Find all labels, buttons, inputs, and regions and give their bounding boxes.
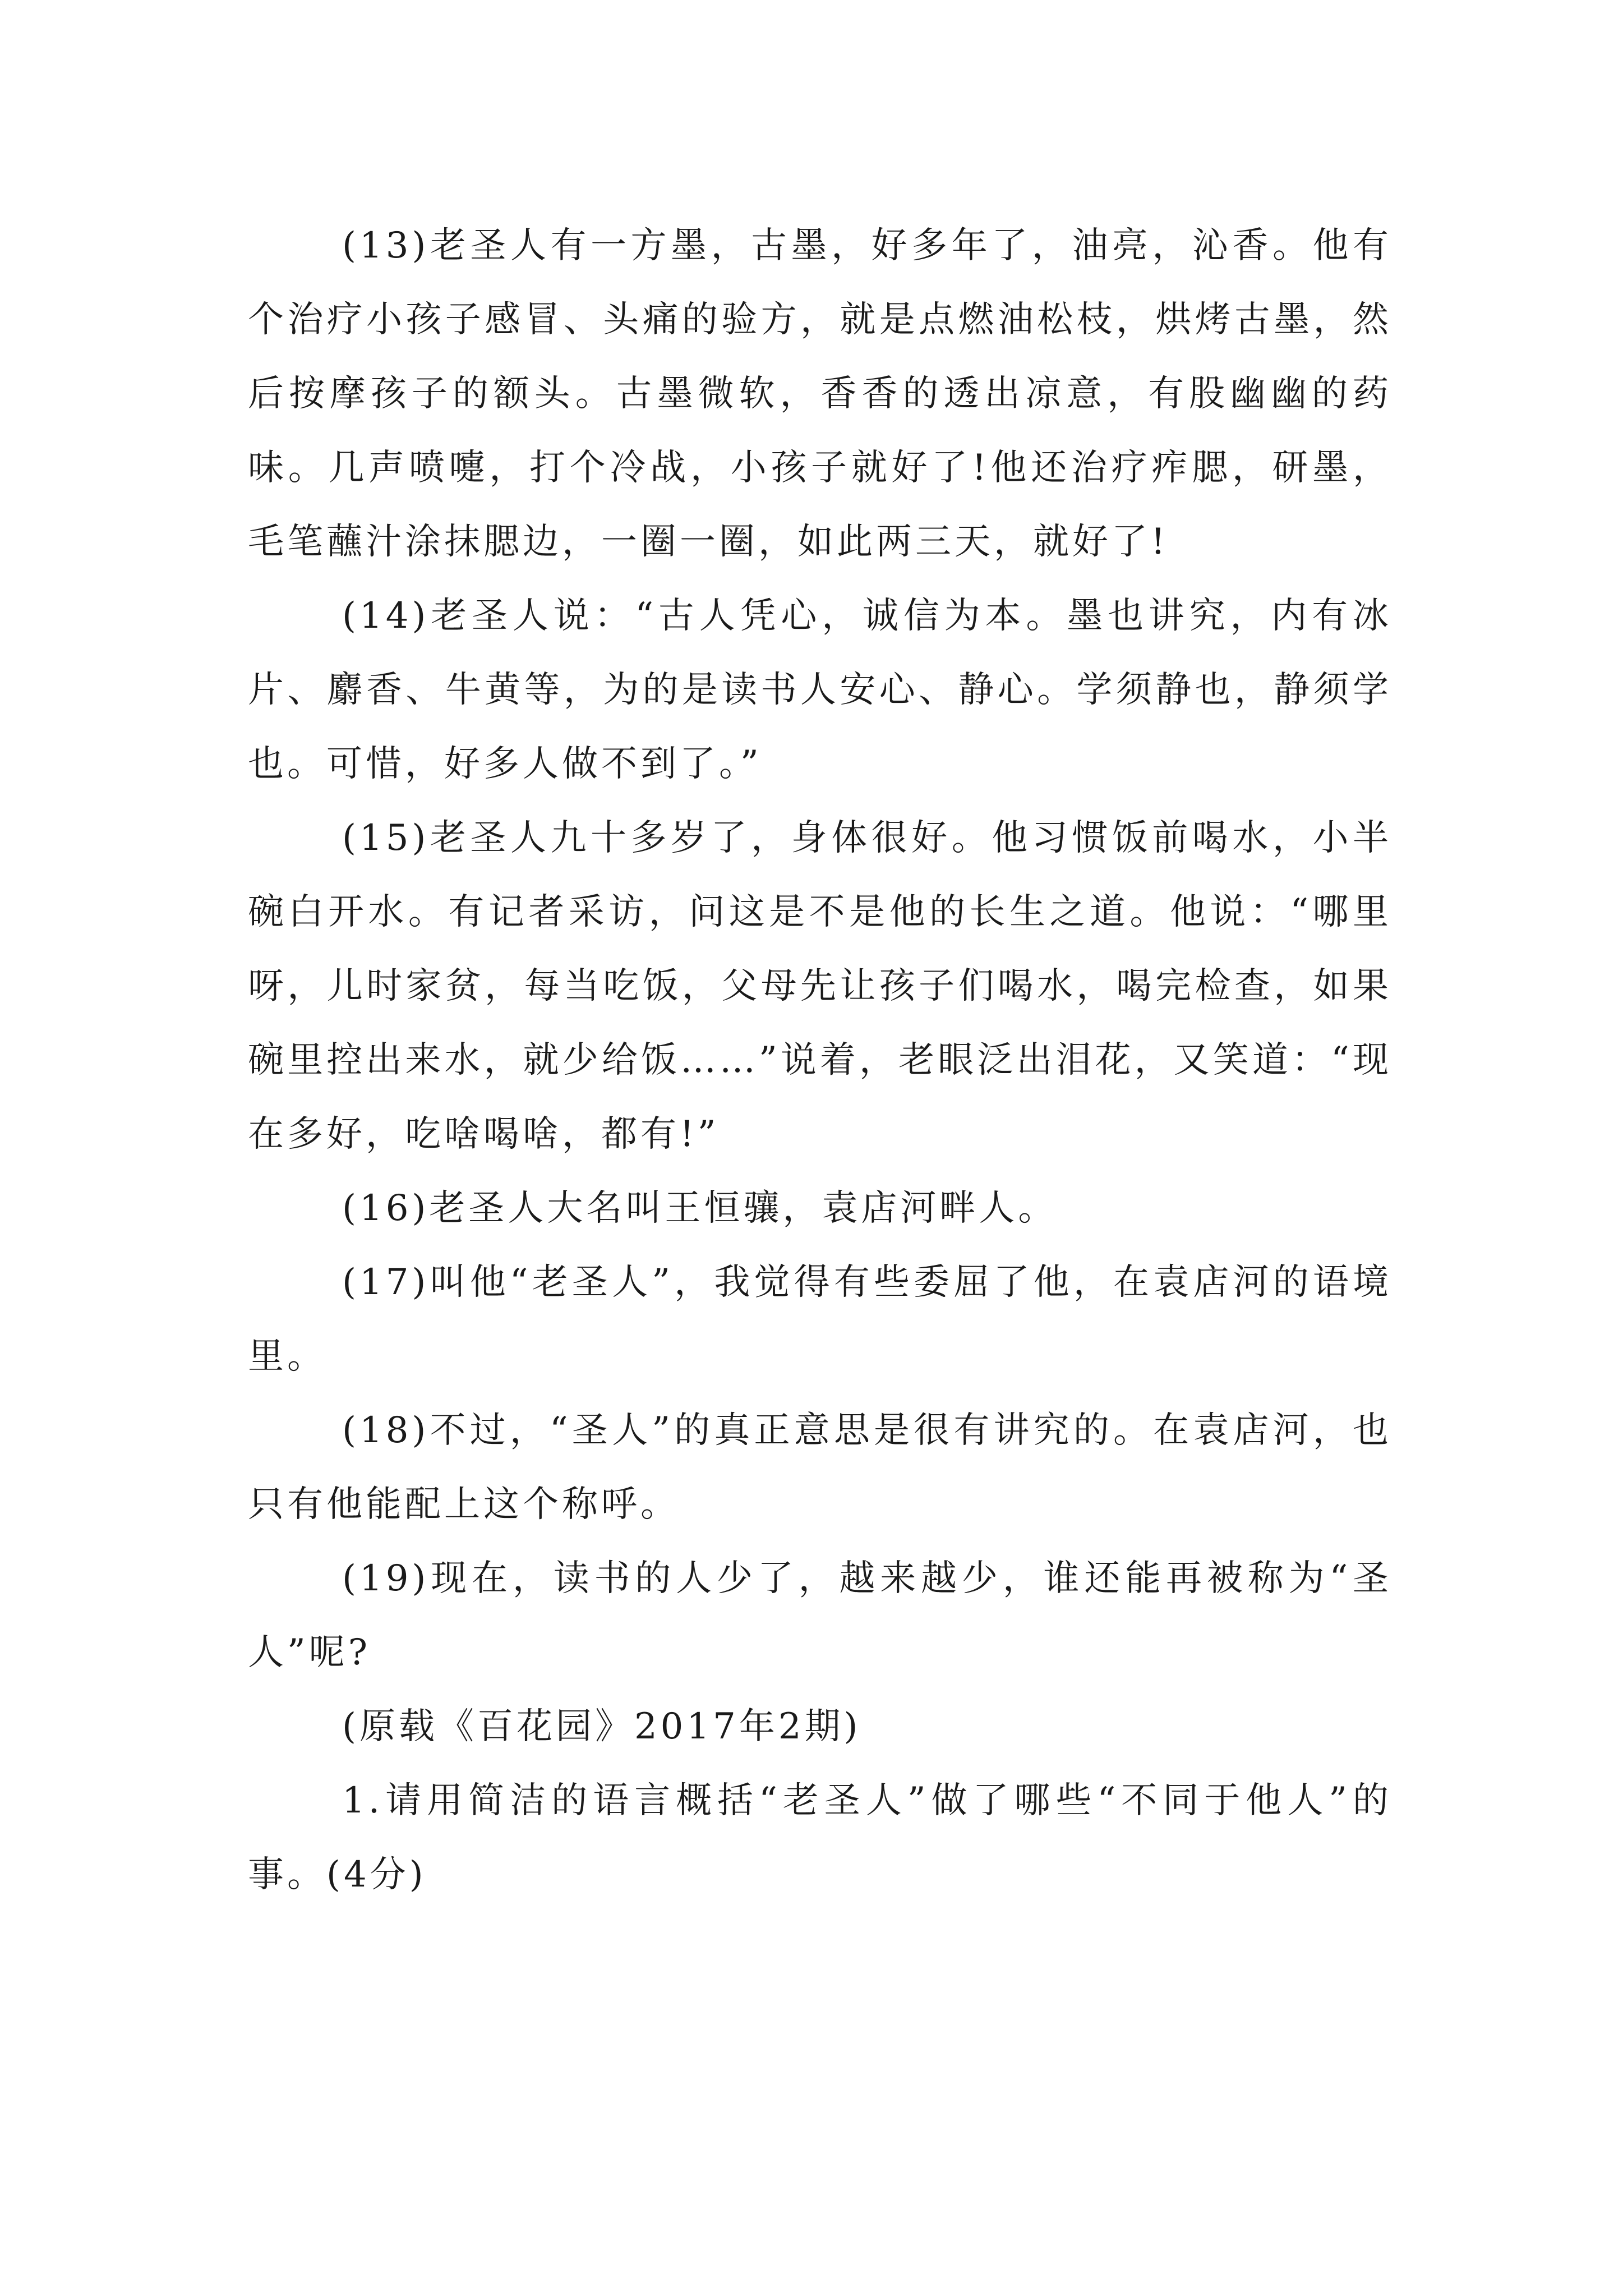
paragraph-15: (15)老圣人九十多岁了，身体很好。他习惯饭前喝水，小半碗白开水。有记者采访，问这是不是他的长生之道。他说：“哪里呀，儿时家贫，每当吃饭，父母先让孩子们喝水，喝完检查，如果碗里控出来水，就少给饭……”说着，老眼泛出泪花，又笑道：“现在多好，吃啥喝啥，都有!” — [248, 817, 1392, 1155]
paragraph-19: (19)现在，读书的人少了，越来越少，谁还能再被称为“圣人”呢? — [248, 1558, 1392, 1673]
source-note: (原载《百花园》2017年2期) — [342, 1706, 861, 1747]
paragraph-13: (13)老圣人有一方墨，古墨，好多年了，油亮，沁香。他有个治疗小孩子感冒、头痛的验方，就是点燃油松枝，烘烤古墨，然后按摩孩子的额头。古墨微软，香香的透出凉意，有股幽幽的药味。几声喷嚏，打个冷战，小孩子就好了!他还治疗痄腮，研墨，毛笔蘸汁涂抹腮边，一圈一圈，如此两三天，就好了! — [248, 225, 1392, 563]
paragraph-14: (14)老圣人说：“古人凭心，诚信为本。墨也讲究，内有冰片、麝香、牛黄等，为的是读书人安心、静心。学须静也，静须学也。可惜，好多人做不到了。” — [248, 595, 1392, 785]
paragraph-17: (17)叫他“老圣人”，我觉得有些委屈了他，在袁店河的语境里。 — [248, 1262, 1392, 1377]
question-1: 1.请用简洁的语言概括“老圣人”做了哪些“不同于他人”的事。(4分) — [248, 1780, 1392, 1895]
paragraph-18: (18)不过，“圣人”的真正意思是很有讲究的。在袁店河，也只有他能配上这个称呼。 — [248, 1410, 1392, 1525]
paragraph-16: (16)老圣人大名叫王恒骧，袁店河畔人。 — [342, 1188, 1058, 1229]
article-body — [248, 209, 1392, 1912]
